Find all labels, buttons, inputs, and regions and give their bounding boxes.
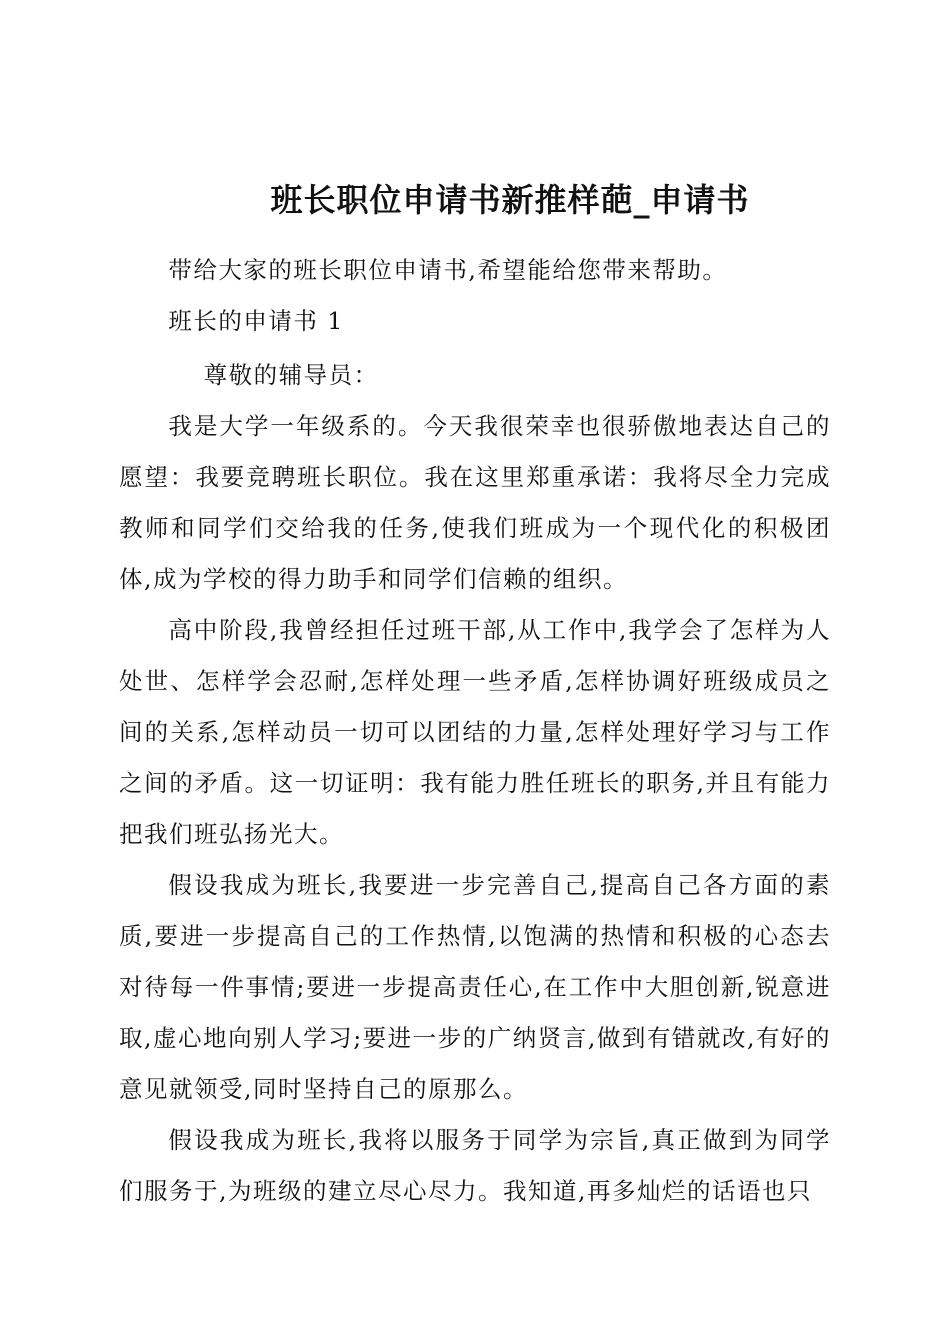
body-paragraph-1: 我是大学一年级系的。今天我很荣幸也很骄傲地表达自己的愿望：我要竞聘班长职位。我在这里郑重承诺：我将尽全力完成教师和同学们交给我的任务,使我们班成为一个现代化的积极团体,成为学校的得力助手和同学们信赖的组织。 (119, 412, 831, 593)
section-heading: 班长的申请书 1 (168, 307, 344, 335)
document-body (119, 245, 831, 1217)
document-title: 班长职位申请书新推样葩_申请书 (270, 181, 750, 219)
salutation: 尊敬的辅导员： (203, 361, 379, 389)
intro-paragraph: 带给大家的班长职位申请书,希望能给您带来帮助。 (168, 256, 728, 284)
body-paragraph-2: 高中阶段,我曾经担任过班干部,从工作中,我学会了怎样为人处世、怎样学会忍耐,怎样处理一些矛盾,怎样协调好班级成员之间的关系,怎样动员一切可以团结的力量,怎样处理好学习与工作之间的矛盾。这一切证明：我有能力胜任班长的职务,并且有能力把我们班弘扬光大。 (119, 616, 831, 848)
body-paragraph-4: 假设我成为班长,我将以服务于同学为宗旨,真正做到为同学们服务于,为班级的建立尽心尽力。我知道,再多灿烂的话语也只 (119, 1126, 831, 1205)
body-paragraph-3: 假设我成为班长,我要进一步完善自己,提高自己各方面的素质,要进一步提高自己的工作热情,以饱满的热情和积极的心态去对待每一件事情;要进一步提高责任心,在工作中大胆创新,锐意进取,虚心地向别人学习;要进一步的广纳贤言,做到有错就改,有好的意见就领受,同时坚持自己的原那么。 (119, 871, 831, 1103)
